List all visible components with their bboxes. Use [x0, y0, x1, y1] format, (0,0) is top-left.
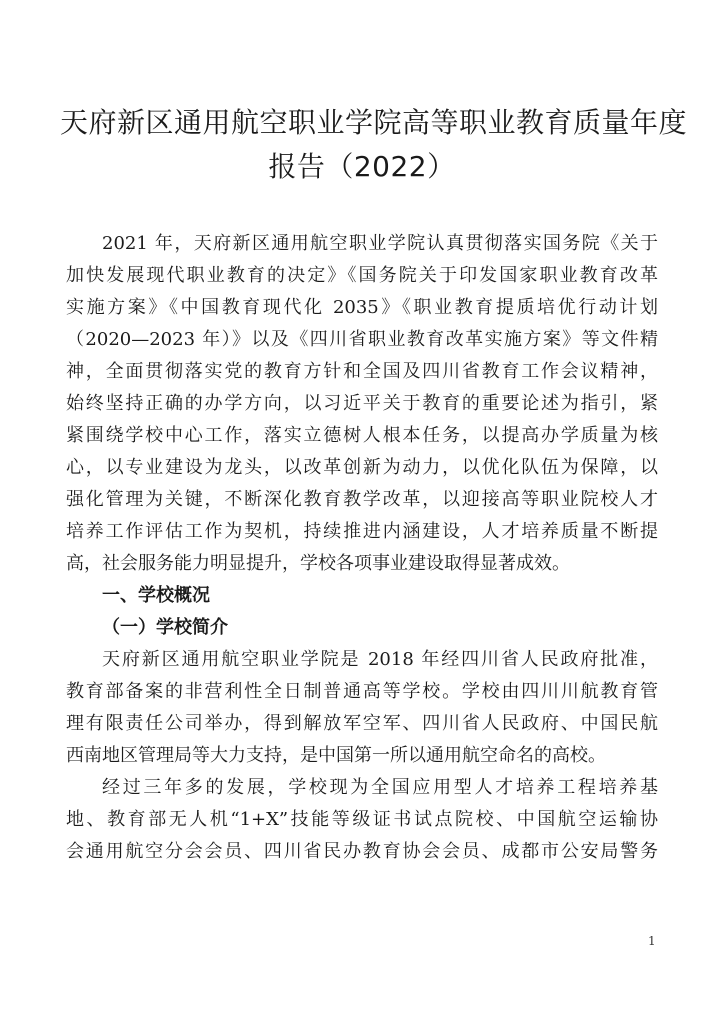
page-number: 1	[648, 934, 656, 948]
body-line: 强化管理为关键，不断深化教育教学改革，以迎接高等职业院校人才	[66, 489, 658, 510]
section-heading: 一、学校概况	[102, 585, 210, 606]
body-line: 地、教育部无人机“1+X”技能等级证书试点院校、中国航空运输协	[66, 809, 658, 830]
body-line: 紧围绕学校中心工作，落实立德树人根本任务，以提高办学质量为核	[66, 425, 658, 446]
body-line: 天府新区通用航空职业学院是 2018 年经四川省人民政府批准，	[102, 649, 658, 670]
body-line: 始终坚持正确的办学方向，以习近平关于教育的重要论述为指引，紧	[66, 393, 658, 414]
body-line: 加快发展现代职业教育的决定》《国务院关于印发国家职业教育改革	[66, 265, 658, 286]
report-title-line-1: 天府新区通用航空职业学院高等职业教育质量年度	[60, 106, 688, 139]
document-body	[66, 228, 658, 868]
body-line: 心，以专业建设为龙头，以改革创新为动力，以优化队伍为保障，以	[66, 457, 658, 478]
body-line: 西南地区管理局等大力支持，是中国第一所以通用航空命名的高校。	[66, 745, 606, 766]
body-line: 神，全面贯彻落实党的教育方针和全国及四川省教育工作会议精神，	[66, 361, 658, 382]
body-line: 会通用航空分会会员、四川省民办教育协会会员、成都市公安局警务	[66, 841, 658, 862]
body-line: 经过三年多的发展，学校现为全国应用型人才培养工程培养基	[102, 777, 658, 798]
body-line: 教育部备案的非营利性全日制普通高等学校。学校由四川川航教育管	[66, 681, 658, 702]
report-title-line-2: 报告（2022）	[268, 150, 456, 183]
body-line: 实施方案》《中国教育现代化 2035》《职业教育提质培优行动计划	[66, 297, 658, 318]
body-line: （2020—2023 年）》以及《四川省职业教育改革实施方案》等文件精	[66, 329, 658, 350]
body-line: 高，社会服务能力明显提升，学校各项事业建设取得显著成效。	[66, 553, 570, 574]
body-line: 理有限责任公司举办，得到解放军空军、四川省人民政府、中国民航	[66, 713, 658, 734]
body-line: 2021 年，天府新区通用航空职业学院认真贯彻落实国务院《关于	[102, 233, 658, 254]
subsection-heading: （一）学校简介	[102, 617, 228, 638]
body-line: 培养工作评估工作为契机，持续推进内涵建设，人才培养质量不断提	[66, 521, 658, 542]
